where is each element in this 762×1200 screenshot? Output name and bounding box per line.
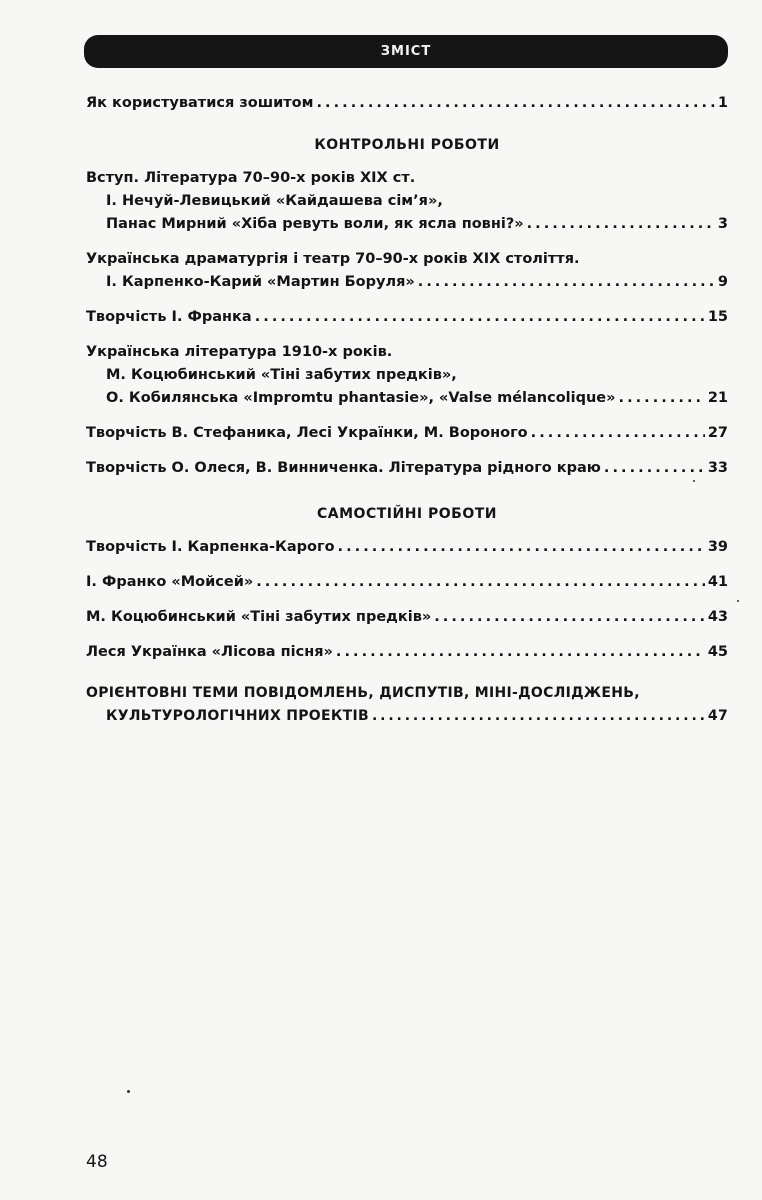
toc-entry[interactable]: [86, 248, 728, 294]
toc-entry[interactable]: [86, 571, 728, 594]
dot-leader: [531, 422, 705, 445]
toc-entry-title: Творчість В. Стефаника, Лесі Українки, М. Вороного: [86, 425, 528, 441]
toc-entry-title: Творчість О. Олеся, В. Винниченка. Література рідного краю: [86, 460, 601, 476]
toc-page-number: 43: [707, 609, 728, 625]
dot-leader: [604, 457, 705, 480]
dot-leader: [434, 606, 705, 629]
toc-entry-intro[interactable]: [86, 92, 728, 115]
toc-entry-subline: КУЛЬТУРОЛОГІЧНИХ ПРОЕКТІВ: [106, 708, 369, 724]
toc-page-number: 27: [707, 425, 728, 441]
toc-entry[interactable]: [86, 167, 728, 236]
dot-leader: [619, 387, 705, 410]
toc-entry[interactable]: [86, 606, 728, 629]
toc-page-number: 3: [717, 216, 728, 232]
section-heading: САМОСТІЙНІ РОБОТИ: [317, 506, 497, 522]
toc-page-number: 41: [707, 574, 728, 590]
dot-leader: [338, 536, 705, 559]
dot-leader: [256, 571, 705, 594]
contents-header-banner: [84, 35, 728, 68]
print-speck: [693, 480, 695, 482]
toc-entry[interactable]: [86, 422, 728, 445]
toc-page-number: 21: [707, 390, 728, 406]
toc-entry-title: Леся Українка «Лісова пісня»: [86, 644, 333, 660]
table-of-contents: [86, 92, 728, 740]
dot-leader: [372, 705, 705, 728]
page-number: 48: [86, 1152, 108, 1172]
toc-entry-title: Вступ. Література 70–90-х років XIX ст.: [86, 170, 416, 186]
toc-entry-title: Творчість І. Карпенка-Карого: [86, 539, 335, 555]
toc-entry-subline: І. Нечуй-Левицький «Кайдашева сім’я»,: [106, 193, 443, 209]
toc-page-number: 15: [707, 309, 728, 325]
toc-entry-title: І. Франко «Мойсей»: [86, 574, 254, 590]
toc-entry-title: Українська література 1910-х років.: [86, 344, 393, 360]
toc-entry-subline: І. Карпенко-Карий «Мартин Боруля»: [106, 274, 415, 290]
dot-leader: [317, 92, 715, 115]
toc-entry-title: Творчість І. Франка: [86, 309, 252, 325]
toc-entry[interactable]: [86, 641, 728, 664]
toc-entry[interactable]: [86, 536, 728, 559]
section-heading: КОНТРОЛЬНІ РОБОТИ: [314, 137, 500, 153]
toc-entry-final-topics[interactable]: [86, 682, 728, 728]
toc-page-number: 45: [707, 644, 728, 660]
dot-leader: [418, 271, 715, 294]
toc-entry-title: Українська драматургія і театр 70–90-х років XIX століття.: [86, 251, 580, 267]
toc-entry[interactable]: [86, 306, 728, 329]
toc-page-number: 39: [707, 539, 728, 555]
print-speck: [127, 1090, 130, 1093]
toc-entry-title: М. Коцюбинський «Тіні забутих предків»: [86, 609, 432, 625]
toc-entry-title: ОРІЄНТОВНІ ТЕМИ ПОВІДОМЛЕНЬ, ДИСПУТІВ, МІНІ-ДОСЛІДЖЕНЬ,: [86, 685, 640, 701]
toc-page-number: 47: [707, 708, 728, 724]
toc-entry-subline: Панас Мирний «Хіба ревуть воли, як ясла повні?»: [106, 216, 524, 232]
contents-title: ЗМІСТ: [380, 44, 432, 59]
toc-entry-subline: М. Коцюбинський «Тіні забутих предків»,: [106, 367, 457, 383]
toc-page-number: 1: [717, 95, 728, 111]
dot-leader: [336, 641, 705, 664]
print-speck: [737, 600, 739, 602]
toc-entry-subline: О. Кобилянська «Impromtu phantasie», «Valse mélancolique»: [106, 390, 616, 406]
toc-entry[interactable]: [86, 341, 728, 410]
toc-entry[interactable]: [86, 457, 728, 480]
dot-leader: [527, 213, 715, 236]
toc-page-number: 9: [717, 274, 728, 290]
toc-page-number: 33: [707, 460, 728, 476]
dot-leader: [255, 306, 705, 329]
toc-entry-title: Як користуватися зошитом: [86, 95, 314, 111]
